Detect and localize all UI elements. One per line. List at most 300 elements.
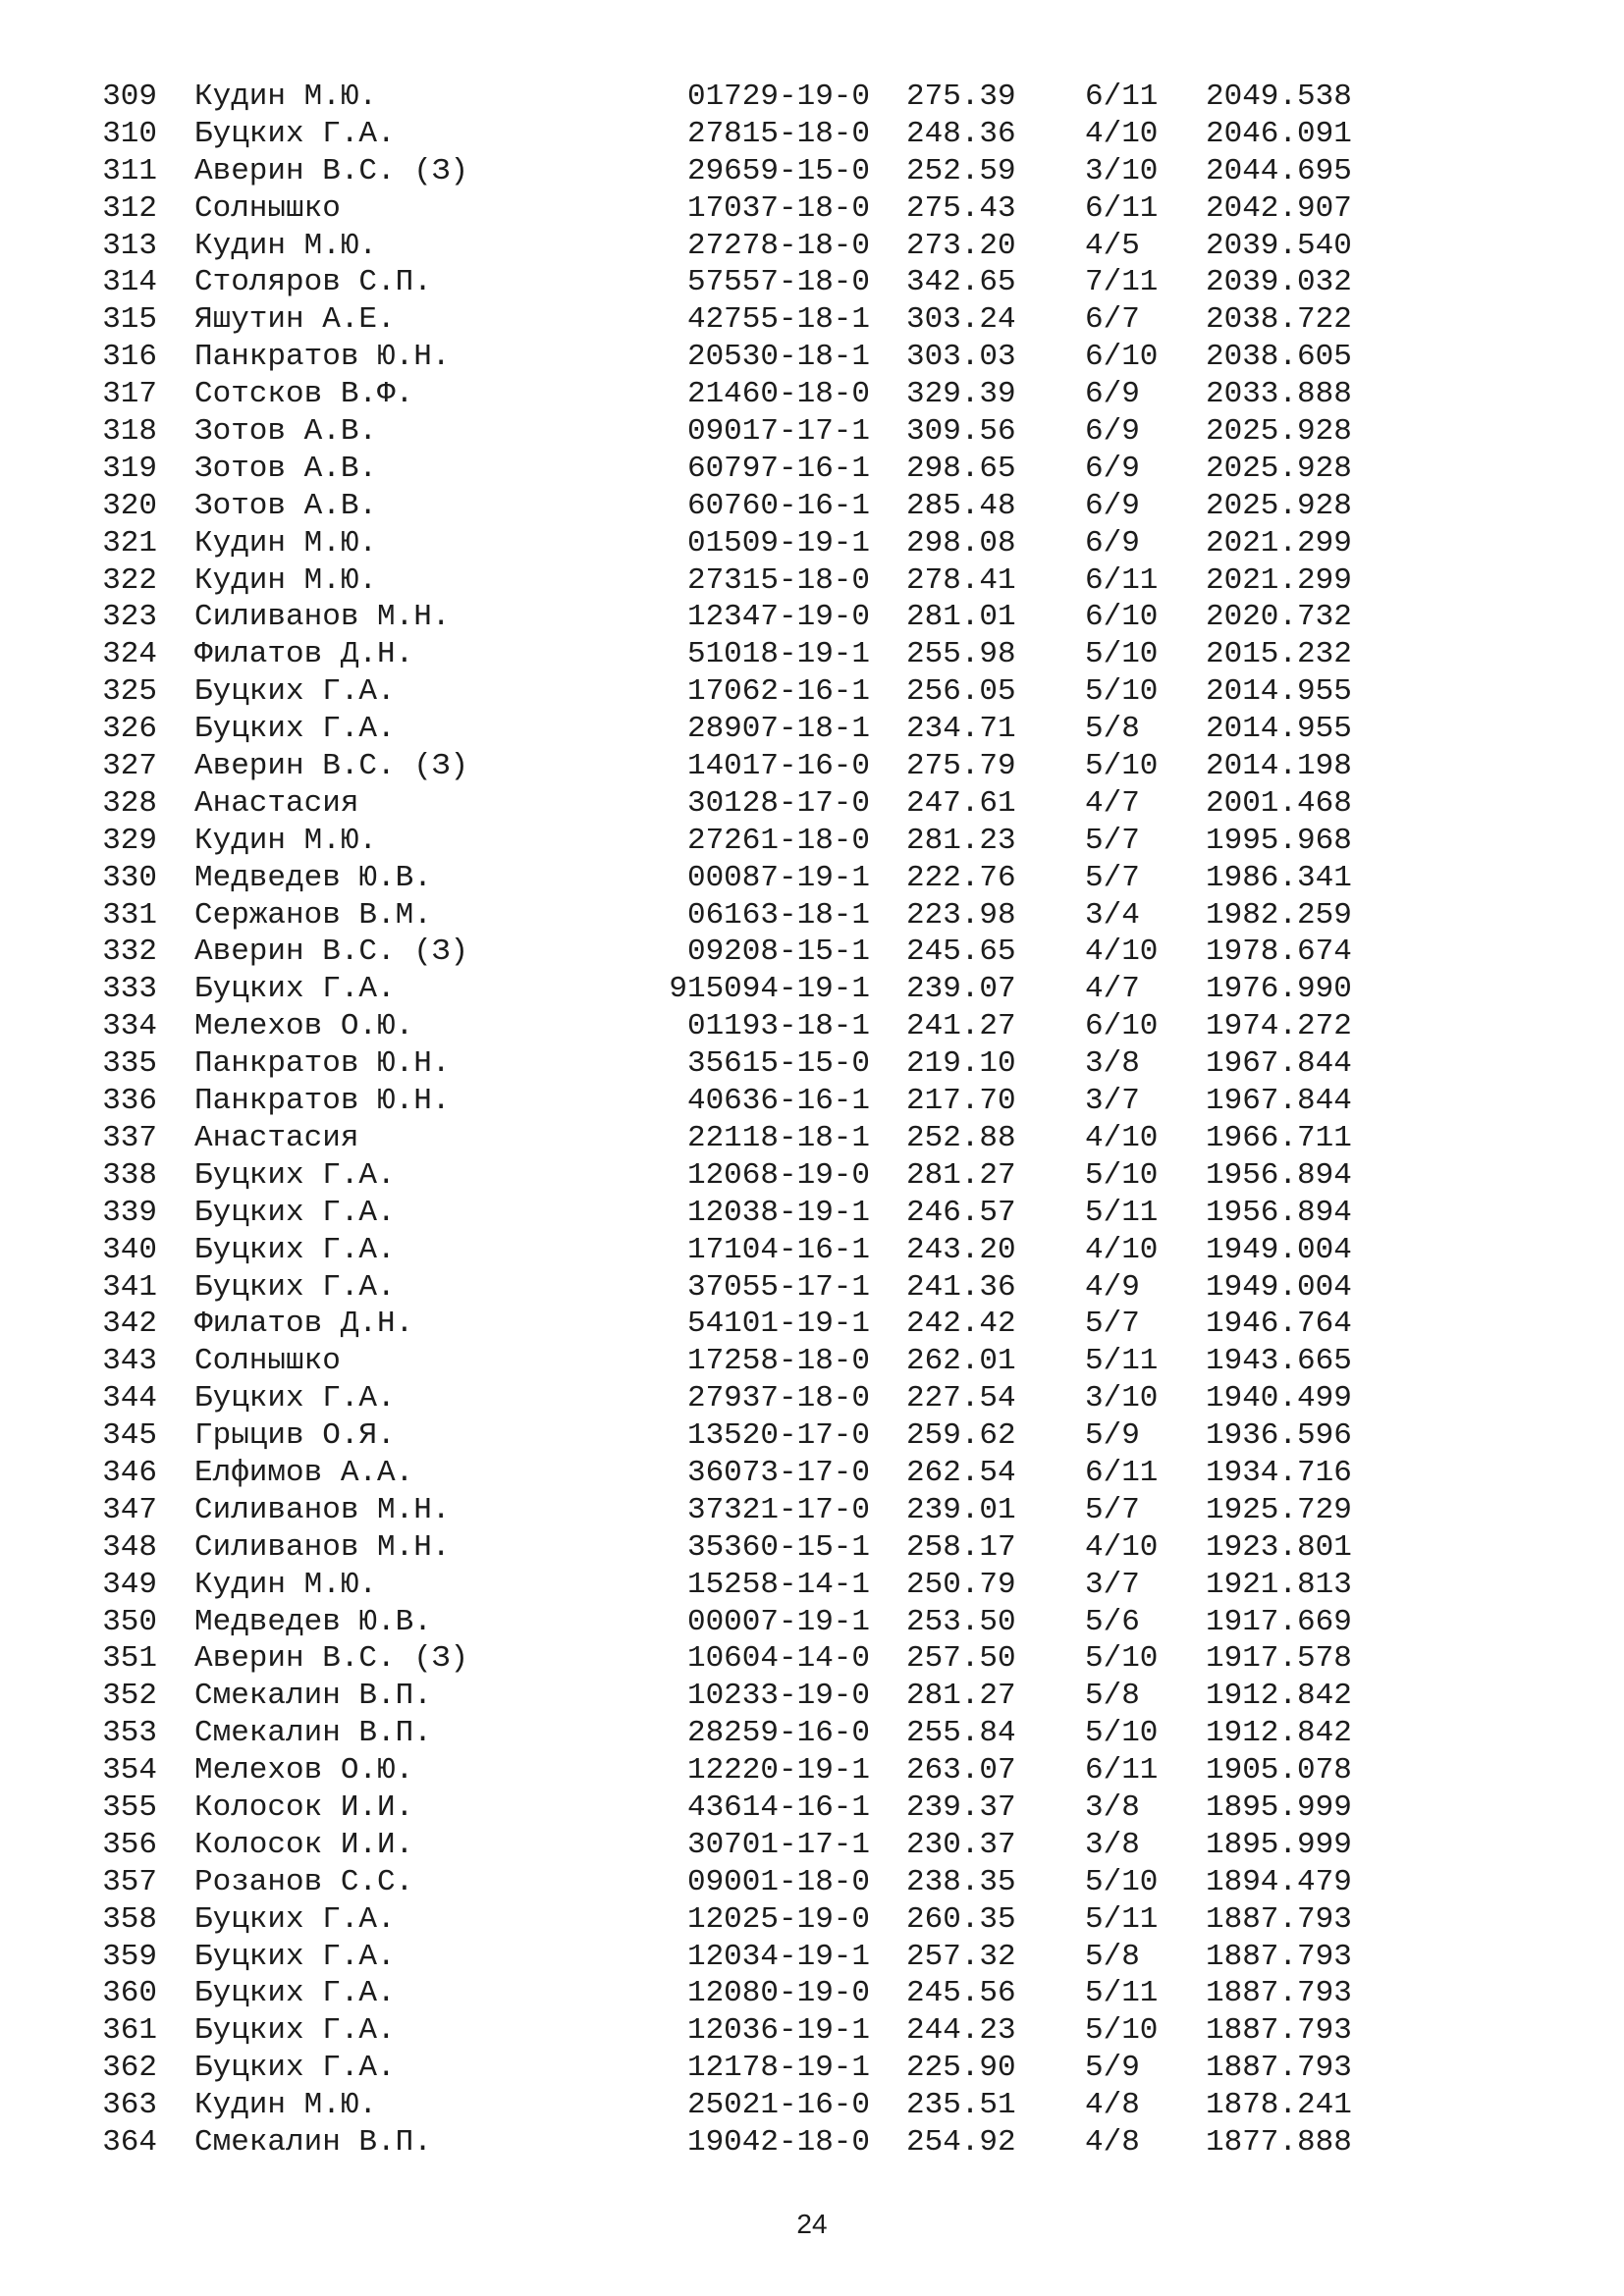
distance-cell: 217.70 xyxy=(906,1084,1016,1119)
name-cell: Буцких Г.А. xyxy=(194,2051,396,2086)
table-row xyxy=(0,934,1624,971)
name-cell: Кудин М.Ю. xyxy=(194,823,378,858)
rank-cell: 351 xyxy=(102,1641,157,1677)
ring-id-cell: 30128-17-0 xyxy=(686,785,870,821)
rank-cell: 364 xyxy=(102,2124,157,2160)
ring-id-cell: 09017-17-1 xyxy=(686,414,870,450)
name-cell: Зотов А.В. xyxy=(194,414,378,450)
ring-id-cell: 12347-19-0 xyxy=(686,600,870,635)
ratio-cell: 4/8 xyxy=(1085,2088,1140,2123)
ratio-cell: 3/7 xyxy=(1085,1084,1140,1119)
distance-cell: 223.98 xyxy=(906,897,1016,933)
score-cell: 1894.479 xyxy=(1206,1864,1352,1899)
name-cell: Колосок И.И. xyxy=(194,1789,414,1825)
ring-id-cell: 28907-18-1 xyxy=(686,712,870,747)
ring-id-cell: 37055-17-1 xyxy=(686,1269,870,1305)
distance-cell: 241.36 xyxy=(906,1269,1016,1305)
distance-cell: 281.27 xyxy=(906,1157,1016,1193)
distance-cell: 281.23 xyxy=(906,823,1016,858)
ring-id-cell: 36073-17-0 xyxy=(686,1455,870,1490)
table-row xyxy=(0,376,1624,413)
distance-cell: 303.24 xyxy=(906,302,1016,338)
ring-id-cell: 29659-15-0 xyxy=(686,153,870,188)
score-cell: 1887.793 xyxy=(1206,2051,1352,2086)
name-cell: Розанов С.С. xyxy=(194,1864,414,1899)
name-cell: Силиванов М.Н. xyxy=(194,600,451,635)
table-row xyxy=(0,1380,1624,1417)
score-cell: 2038.605 xyxy=(1206,340,1352,375)
rank-cell: 334 xyxy=(102,1009,157,1044)
results-table xyxy=(0,79,1624,2162)
score-cell: 2039.540 xyxy=(1206,228,1352,263)
distance-cell: 227.54 xyxy=(906,1381,1016,1416)
table-row xyxy=(0,636,1624,673)
ratio-cell: 4/7 xyxy=(1085,972,1140,1007)
rank-cell: 315 xyxy=(102,302,157,338)
ratio-cell: 5/7 xyxy=(1085,1492,1140,1527)
rank-cell: 341 xyxy=(102,1269,157,1305)
ring-id-cell: 28259-16-0 xyxy=(686,1716,870,1751)
score-cell: 1887.793 xyxy=(1206,1976,1352,2011)
rank-cell: 330 xyxy=(102,860,157,895)
ratio-cell: 5/7 xyxy=(1085,823,1140,858)
table-row xyxy=(0,562,1624,600)
name-cell: Елфимов А.А. xyxy=(194,1455,414,1490)
score-cell: 2049.538 xyxy=(1206,80,1352,114)
rank-cell: 312 xyxy=(102,190,157,226)
ring-id-cell: 30701-17-1 xyxy=(686,1827,870,1862)
score-cell: 1943.665 xyxy=(1206,1344,1352,1379)
ring-id-cell: 12025-19-0 xyxy=(686,1901,870,1937)
rank-cell: 352 xyxy=(102,1679,157,1714)
rank-cell: 328 xyxy=(102,785,157,821)
name-cell: Зотов А.В. xyxy=(194,488,378,523)
ratio-cell: 3/10 xyxy=(1085,1381,1159,1416)
rank-cell: 349 xyxy=(102,1567,157,1602)
rank-cell: 346 xyxy=(102,1455,157,1490)
name-cell: Силиванов М.Н. xyxy=(194,1492,451,1527)
table-row xyxy=(0,301,1624,339)
score-cell: 1877.888 xyxy=(1206,2124,1352,2160)
distance-cell: 243.20 xyxy=(906,1232,1016,1267)
name-cell: Буцких Г.А. xyxy=(194,712,396,747)
ring-id-cell: 915094-19-1 xyxy=(669,972,870,1007)
distance-cell: 273.20 xyxy=(906,228,1016,263)
rank-cell: 353 xyxy=(102,1716,157,1751)
rank-cell: 332 xyxy=(102,934,157,970)
ratio-cell: 6/9 xyxy=(1085,414,1140,450)
rank-cell: 323 xyxy=(102,600,157,635)
distance-cell: 244.23 xyxy=(906,2013,1016,2049)
rank-cell: 360 xyxy=(102,1976,157,2011)
score-cell: 1934.716 xyxy=(1206,1455,1352,1490)
rank-cell: 348 xyxy=(102,1529,157,1565)
table-row xyxy=(0,1827,1624,1864)
distance-cell: 263.07 xyxy=(906,1753,1016,1789)
rank-cell: 333 xyxy=(102,972,157,1007)
score-cell: 2025.928 xyxy=(1206,488,1352,523)
score-cell: 1895.999 xyxy=(1206,1827,1352,1862)
ring-id-cell: 27261-18-0 xyxy=(686,823,870,858)
table-row xyxy=(0,1715,1624,1752)
distance-cell: 241.27 xyxy=(906,1009,1016,1044)
name-cell: Буцких Г.А. xyxy=(194,1939,396,1974)
score-cell: 1976.990 xyxy=(1206,972,1352,1007)
rank-cell: 342 xyxy=(102,1307,157,1342)
ratio-cell: 4/10 xyxy=(1085,934,1159,970)
distance-cell: 281.01 xyxy=(906,600,1016,635)
ring-id-cell: 12080-19-0 xyxy=(686,1976,870,2011)
ratio-cell: 5/10 xyxy=(1085,1157,1159,1193)
table-row xyxy=(0,748,1624,785)
name-cell: Буцких Г.А. xyxy=(194,1157,396,1193)
name-cell: Силиванов М.Н. xyxy=(194,1529,451,1565)
ratio-cell: 5/11 xyxy=(1085,1976,1159,2011)
ring-id-cell: 01729-19-0 xyxy=(686,80,870,114)
table-row xyxy=(0,1045,1624,1083)
name-cell: Анастасия xyxy=(194,785,359,821)
name-cell: Сотсков В.Ф. xyxy=(194,377,414,412)
ratio-cell: 5/7 xyxy=(1085,860,1140,895)
score-cell: 1974.272 xyxy=(1206,1009,1352,1044)
ratio-cell: 6/9 xyxy=(1085,488,1140,523)
score-cell: 1966.711 xyxy=(1206,1120,1352,1155)
table-row xyxy=(0,2012,1624,2050)
table-row xyxy=(0,823,1624,860)
table-row xyxy=(0,785,1624,823)
name-cell: Мелехов О.Ю. xyxy=(194,1753,414,1789)
rank-cell: 311 xyxy=(102,153,157,188)
table-row xyxy=(0,1417,1624,1455)
score-cell: 1912.842 xyxy=(1206,1716,1352,1751)
name-cell: Колосок И.И. xyxy=(194,1827,414,1862)
name-cell: Кудин М.Ю. xyxy=(194,562,378,598)
distance-cell: 262.01 xyxy=(906,1344,1016,1379)
distance-cell: 255.84 xyxy=(906,1716,1016,1751)
distance-cell: 275.39 xyxy=(906,80,1016,114)
distance-cell: 257.50 xyxy=(906,1641,1016,1677)
ratio-cell: 5/9 xyxy=(1085,2051,1140,2086)
table-row xyxy=(0,264,1624,301)
name-cell: Буцких Г.А. xyxy=(194,1195,396,1230)
score-cell: 1995.968 xyxy=(1206,823,1352,858)
ratio-cell: 6/9 xyxy=(1085,451,1140,486)
table-row xyxy=(0,413,1624,451)
score-cell: 2033.888 xyxy=(1206,377,1352,412)
ratio-cell: 6/10 xyxy=(1085,1009,1159,1044)
ratio-cell: 6/11 xyxy=(1085,1455,1159,1490)
ring-id-cell: 10233-19-0 xyxy=(686,1679,870,1714)
rank-cell: 354 xyxy=(102,1753,157,1789)
rank-cell: 362 xyxy=(102,2051,157,2086)
name-cell: Грыцив О.Я. xyxy=(194,1418,396,1454)
score-cell: 1878.241 xyxy=(1206,2088,1352,2123)
ring-id-cell: 12068-19-0 xyxy=(686,1157,870,1193)
ratio-cell: 5/6 xyxy=(1085,1604,1140,1639)
ring-id-cell: 12036-19-1 xyxy=(686,2013,870,2049)
distance-cell: 235.51 xyxy=(906,2088,1016,2123)
ring-id-cell: 57557-18-0 xyxy=(686,265,870,300)
name-cell: Буцких Г.А. xyxy=(194,2013,396,2049)
score-cell: 1905.078 xyxy=(1206,1753,1352,1789)
table-row xyxy=(0,1678,1624,1715)
table-row xyxy=(0,673,1624,711)
ring-id-cell: 01509-19-1 xyxy=(686,525,870,561)
name-cell: Панкратов Ю.Н. xyxy=(194,340,451,375)
distance-cell: 281.27 xyxy=(906,1679,1016,1714)
rank-cell: 329 xyxy=(102,823,157,858)
ratio-cell: 4/9 xyxy=(1085,1269,1140,1305)
distance-cell: 247.61 xyxy=(906,785,1016,821)
distance-cell: 252.88 xyxy=(906,1120,1016,1155)
rank-cell: 331 xyxy=(102,897,157,933)
distance-cell: 252.59 xyxy=(906,153,1016,188)
ratio-cell: 6/11 xyxy=(1085,1753,1159,1789)
table-row xyxy=(0,860,1624,897)
distance-cell: 250.79 xyxy=(906,1567,1016,1602)
table-row xyxy=(0,1975,1624,2012)
score-cell: 1982.259 xyxy=(1206,897,1352,933)
name-cell: Буцких Г.А. xyxy=(194,972,396,1007)
name-cell: Буцких Г.А. xyxy=(194,1901,396,1937)
rank-cell: 310 xyxy=(102,116,157,151)
rank-cell: 355 xyxy=(102,1789,157,1825)
ratio-cell: 6/9 xyxy=(1085,377,1140,412)
name-cell: Аверин В.С. (З) xyxy=(194,153,469,188)
name-cell: Кудин М.Ю. xyxy=(194,1567,378,1602)
table-row xyxy=(0,1567,1624,1604)
table-row xyxy=(0,2050,1624,2087)
score-cell: 2014.198 xyxy=(1206,749,1352,784)
score-cell: 2014.955 xyxy=(1206,712,1352,747)
ring-id-cell: 17037-18-0 xyxy=(686,190,870,226)
rank-cell: 314 xyxy=(102,265,157,300)
rank-cell: 319 xyxy=(102,451,157,486)
score-cell: 1967.844 xyxy=(1206,1046,1352,1082)
score-cell: 2042.907 xyxy=(1206,190,1352,226)
distance-cell: 275.79 xyxy=(906,749,1016,784)
distance-cell: 238.35 xyxy=(906,1864,1016,1899)
distance-cell: 303.03 xyxy=(906,340,1016,375)
table-row xyxy=(0,228,1624,265)
score-cell: 2025.928 xyxy=(1206,414,1352,450)
ratio-cell: 6/11 xyxy=(1085,562,1159,598)
score-cell: 2046.091 xyxy=(1206,116,1352,151)
ratio-cell: 5/10 xyxy=(1085,1641,1159,1677)
ring-id-cell: 09001-18-0 xyxy=(686,1864,870,1899)
score-cell: 2039.032 xyxy=(1206,265,1352,300)
table-row xyxy=(0,1752,1624,1789)
distance-cell: 245.65 xyxy=(906,934,1016,970)
rank-cell: 309 xyxy=(102,80,157,114)
rank-cell: 327 xyxy=(102,749,157,784)
ring-id-cell: 17258-18-0 xyxy=(686,1344,870,1379)
name-cell: Буцких Г.А. xyxy=(194,1976,396,2011)
rank-cell: 317 xyxy=(102,377,157,412)
table-row xyxy=(0,2087,1624,2124)
table-row xyxy=(0,1269,1624,1307)
rank-cell: 320 xyxy=(102,488,157,523)
ratio-cell: 5/8 xyxy=(1085,1939,1140,1974)
table-row xyxy=(0,79,1624,116)
rank-cell: 343 xyxy=(102,1344,157,1379)
distance-cell: 329.39 xyxy=(906,377,1016,412)
ratio-cell: 5/11 xyxy=(1085,1901,1159,1937)
rank-cell: 336 xyxy=(102,1084,157,1119)
table-row xyxy=(0,599,1624,636)
ratio-cell: 3/8 xyxy=(1085,1046,1140,1082)
table-row xyxy=(0,1232,1624,1269)
ratio-cell: 6/11 xyxy=(1085,190,1159,226)
name-cell: Буцких Г.А. xyxy=(194,1232,396,1267)
ring-id-cell: 00087-19-1 xyxy=(686,860,870,895)
score-cell: 1967.844 xyxy=(1206,1084,1352,1119)
name-cell: Буцких Г.А. xyxy=(194,1269,396,1305)
distance-cell: 245.56 xyxy=(906,1976,1016,2011)
score-cell: 1921.813 xyxy=(1206,1567,1352,1602)
ring-id-cell: 43614-16-1 xyxy=(686,1789,870,1825)
ratio-cell: 5/8 xyxy=(1085,1679,1140,1714)
score-cell: 1949.004 xyxy=(1206,1269,1352,1305)
score-cell: 1917.578 xyxy=(1206,1641,1352,1677)
score-cell: 1986.341 xyxy=(1206,860,1352,895)
name-cell: Панкратов Ю.Н. xyxy=(194,1084,451,1119)
table-row xyxy=(0,1901,1624,1939)
distance-cell: 254.92 xyxy=(906,2124,1016,2160)
name-cell: Смекалин В.П. xyxy=(194,1679,432,1714)
ring-id-cell: 60760-16-1 xyxy=(686,488,870,523)
table-row xyxy=(0,153,1624,190)
ring-id-cell: 06163-18-1 xyxy=(686,897,870,933)
name-cell: Кудин М.Ю. xyxy=(194,80,378,114)
ring-id-cell: 09208-15-1 xyxy=(686,934,870,970)
ratio-cell: 3/10 xyxy=(1085,153,1159,188)
name-cell: Кудин М.Ю. xyxy=(194,525,378,561)
ratio-cell: 5/9 xyxy=(1085,1418,1140,1454)
rank-cell: 337 xyxy=(102,1120,157,1155)
score-cell: 1978.674 xyxy=(1206,934,1352,970)
score-cell: 2021.299 xyxy=(1206,525,1352,561)
table-row xyxy=(0,1939,1624,1976)
ratio-cell: 5/11 xyxy=(1085,1344,1159,1379)
distance-cell: 262.54 xyxy=(906,1455,1016,1490)
ratio-cell: 3/7 xyxy=(1085,1567,1140,1602)
ring-id-cell: 42755-18-1 xyxy=(686,302,870,338)
ring-id-cell: 37321-17-0 xyxy=(686,1492,870,1527)
ratio-cell: 4/7 xyxy=(1085,785,1140,821)
distance-cell: 242.42 xyxy=(906,1307,1016,1342)
score-cell: 2015.232 xyxy=(1206,637,1352,672)
ring-id-cell: 15258-14-1 xyxy=(686,1567,870,1602)
score-cell: 1936.596 xyxy=(1206,1418,1352,1454)
score-cell: 2044.695 xyxy=(1206,153,1352,188)
score-cell: 2021.299 xyxy=(1206,562,1352,598)
table-row xyxy=(0,971,1624,1008)
name-cell: Аверин В.С. (З) xyxy=(194,934,469,970)
name-cell: Филатов Д.Н. xyxy=(194,1307,414,1342)
ratio-cell: 3/8 xyxy=(1085,1789,1140,1825)
score-cell: 2038.722 xyxy=(1206,302,1352,338)
name-cell: Солнышко xyxy=(194,1344,341,1379)
ring-id-cell: 13520-17-0 xyxy=(686,1418,870,1454)
rank-cell: 357 xyxy=(102,1864,157,1899)
table-row xyxy=(0,451,1624,488)
rank-cell: 359 xyxy=(102,1939,157,1974)
ratio-cell: 6/11 xyxy=(1085,80,1159,114)
ratio-cell: 4/10 xyxy=(1085,1529,1159,1565)
distance-cell: 239.01 xyxy=(906,1492,1016,1527)
table-row xyxy=(0,1306,1624,1343)
name-cell: Мелехов О.Ю. xyxy=(194,1009,414,1044)
ratio-cell: 3/4 xyxy=(1085,897,1140,933)
score-cell: 1887.793 xyxy=(1206,2013,1352,2049)
name-cell: Буцких Г.А. xyxy=(194,116,396,151)
rank-cell: 325 xyxy=(102,674,157,710)
score-cell: 1887.793 xyxy=(1206,1901,1352,1937)
distance-cell: 253.50 xyxy=(906,1604,1016,1639)
ratio-cell: 4/5 xyxy=(1085,228,1140,263)
score-cell: 1895.999 xyxy=(1206,1789,1352,1825)
distance-cell: 275.43 xyxy=(906,190,1016,226)
distance-cell: 309.56 xyxy=(906,414,1016,450)
table-row xyxy=(0,1789,1624,1827)
ring-id-cell: 22118-18-1 xyxy=(686,1120,870,1155)
name-cell: Кудин М.Ю. xyxy=(194,2088,378,2123)
ratio-cell: 7/11 xyxy=(1085,265,1159,300)
ring-id-cell: 40636-16-1 xyxy=(686,1084,870,1119)
ring-id-cell: 00007-19-1 xyxy=(686,1604,870,1639)
distance-cell: 258.17 xyxy=(906,1529,1016,1565)
ratio-cell: 5/11 xyxy=(1085,1195,1159,1230)
score-cell: 1912.842 xyxy=(1206,1679,1352,1714)
ring-id-cell: 21460-18-0 xyxy=(686,377,870,412)
rank-cell: 358 xyxy=(102,1901,157,1937)
name-cell: Анастасия xyxy=(194,1120,359,1155)
score-cell: 2001.468 xyxy=(1206,785,1352,821)
ring-id-cell: 27815-18-0 xyxy=(686,116,870,151)
ratio-cell: 5/10 xyxy=(1085,637,1159,672)
score-cell: 1940.499 xyxy=(1206,1381,1352,1416)
rank-cell: 345 xyxy=(102,1418,157,1454)
rank-cell: 350 xyxy=(102,1604,157,1639)
distance-cell: 239.37 xyxy=(906,1789,1016,1825)
ratio-cell: 5/7 xyxy=(1085,1307,1140,1342)
rank-cell: 318 xyxy=(102,414,157,450)
score-cell: 1946.764 xyxy=(1206,1307,1352,1342)
ring-id-cell: 20530-18-1 xyxy=(686,340,870,375)
table-row xyxy=(0,1157,1624,1195)
table-row xyxy=(0,1455,1624,1492)
ring-id-cell: 60797-16-1 xyxy=(686,451,870,486)
rank-cell: 326 xyxy=(102,712,157,747)
rank-cell: 361 xyxy=(102,2013,157,2049)
ratio-cell: 6/10 xyxy=(1085,340,1159,375)
table-row xyxy=(0,339,1624,376)
name-cell: Панкратов Ю.Н. xyxy=(194,1046,451,1082)
score-cell: 1887.793 xyxy=(1206,1939,1352,1974)
distance-cell: 239.07 xyxy=(906,972,1016,1007)
ratio-cell: 5/8 xyxy=(1085,712,1140,747)
ring-id-cell: 27937-18-0 xyxy=(686,1381,870,1416)
name-cell: Медведев Ю.В. xyxy=(194,1604,432,1639)
distance-cell: 255.98 xyxy=(906,637,1016,672)
ring-id-cell: 14017-16-0 xyxy=(686,749,870,784)
distance-cell: 248.36 xyxy=(906,116,1016,151)
ring-id-cell: 54101-19-1 xyxy=(686,1307,870,1342)
name-cell: Филатов Д.Н. xyxy=(194,637,414,672)
distance-cell: 260.35 xyxy=(906,1901,1016,1937)
ring-id-cell: 12220-19-1 xyxy=(686,1753,870,1789)
